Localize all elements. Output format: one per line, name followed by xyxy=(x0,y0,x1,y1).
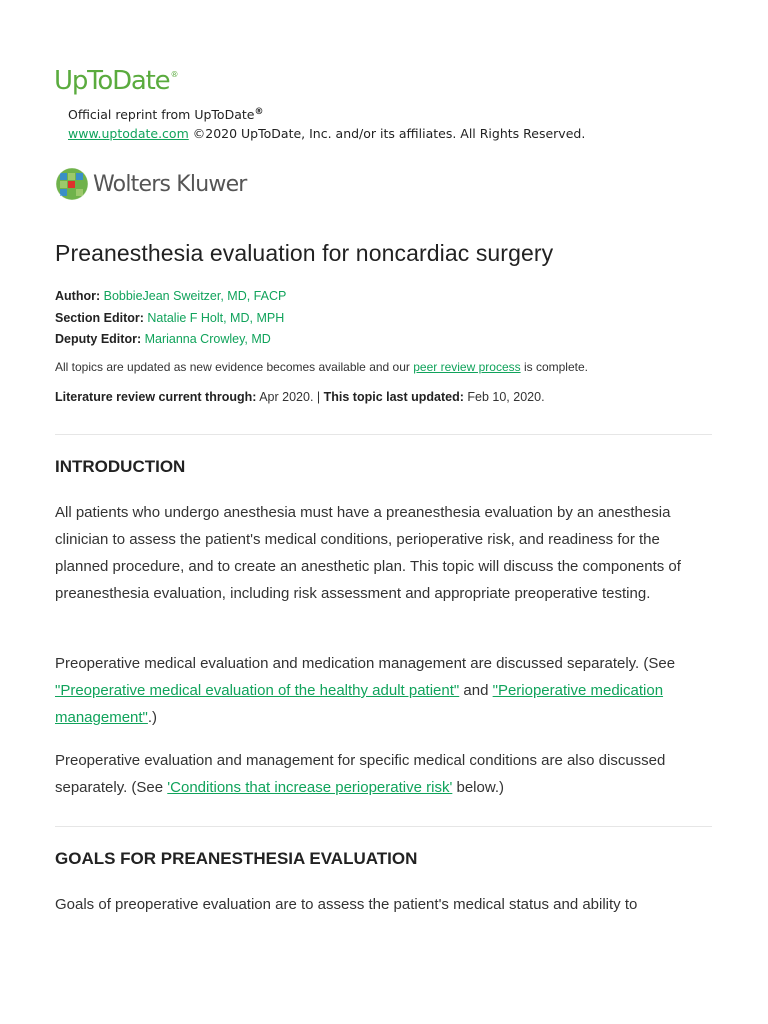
divider xyxy=(55,826,712,827)
wolters-kluwer-logo xyxy=(55,167,247,201)
last-updated-label: This topic last updated: xyxy=(323,390,464,404)
update-note xyxy=(55,360,588,374)
wolters-kluwer-text: Wolters Kluwer xyxy=(93,171,247,197)
introduction-heading: INTRODUCTION xyxy=(55,457,186,476)
peer-review-link[interactable]: peer review process xyxy=(413,360,521,374)
copyright-text: ©2020 UpToDate, Inc. and/or its affiliates. All Rights Reserved. xyxy=(192,126,586,142)
goals-paragraph-1: Goals of preoperative evaluation are to assess the patient's medical status and ability to xyxy=(55,896,638,913)
lit-review-value: Apr 2020. | xyxy=(256,390,324,404)
medication-management-link[interactable]: "Perioperative medication management" xyxy=(55,682,664,726)
last-updated-value: Feb 10, 2020. xyxy=(463,390,545,404)
intro-p3-text: Preoperative evaluation and management for specific medical conditions are also discussed separately. (See xyxy=(55,752,666,796)
deputy-editor-label: Deputy Editor: xyxy=(55,332,142,346)
uptodate-logo-mark: ® xyxy=(170,70,179,79)
intro-paragraph-1: All patients who undergo anesthesia must have a preanesthesia evaluation by an anesthesia clinician to assess the patient's medical conditions, perioperative risk, and readiness for the planned procedure, and to create an anesthetic plan. This topic will discuss the components of preanesthesia evaluation, including risk assessment and appropriate preoperative testing. xyxy=(55,504,681,602)
goals-heading: GOALS FOR PREANESTHESIA EVALUATION xyxy=(55,849,418,868)
intro-p3-end: below.) xyxy=(452,779,505,796)
author-label: Author: xyxy=(55,289,101,303)
uptodate-logo xyxy=(54,66,178,96)
section-editor-name[interactable]: Natalie F Holt, MD, MPH xyxy=(147,310,285,325)
healthy-adult-evaluation-link[interactable]: "Preoperative medical evaluation of the healthy adult patient" xyxy=(55,682,460,699)
wolters-kluwer-globe-icon xyxy=(55,167,89,201)
intro-p2-text: Preoperative medical evaluation and medication management are discussed separately. (See xyxy=(55,655,676,672)
reprint-mark: ® xyxy=(254,107,264,117)
section-editor-label: Section Editor: xyxy=(55,310,144,325)
article-credits xyxy=(55,286,286,351)
intro-p2-end: .) xyxy=(147,709,158,726)
article-title: Preanesthesia evaluation for noncardiac surgery xyxy=(55,240,554,266)
conditions-risk-link[interactable]: 'Conditions that increase perioperative risk' xyxy=(167,779,453,796)
intro-p2-and: and xyxy=(459,682,493,699)
reprint-label: Official reprint from UpToDate xyxy=(68,107,255,123)
lit-review-label: Literature review current through: xyxy=(55,390,257,404)
author-name[interactable]: BobbieJean Sweitzer, MD, FACP xyxy=(103,289,287,303)
divider xyxy=(55,434,712,435)
reprint-notice xyxy=(68,103,585,143)
update-note-text: All topics are updated as new evidence becomes available and our xyxy=(55,360,414,374)
uptodate-site-link[interactable]: www.uptodate.com xyxy=(68,126,189,142)
review-dates xyxy=(55,390,545,404)
uptodate-logo-text: UpToDate xyxy=(54,66,170,96)
deputy-editor-name[interactable]: Marianna Crowley, MD xyxy=(144,332,271,346)
intro-paragraph-2 xyxy=(55,650,715,731)
intro-paragraph-3 xyxy=(55,747,715,801)
update-note-end: is complete. xyxy=(520,360,588,374)
